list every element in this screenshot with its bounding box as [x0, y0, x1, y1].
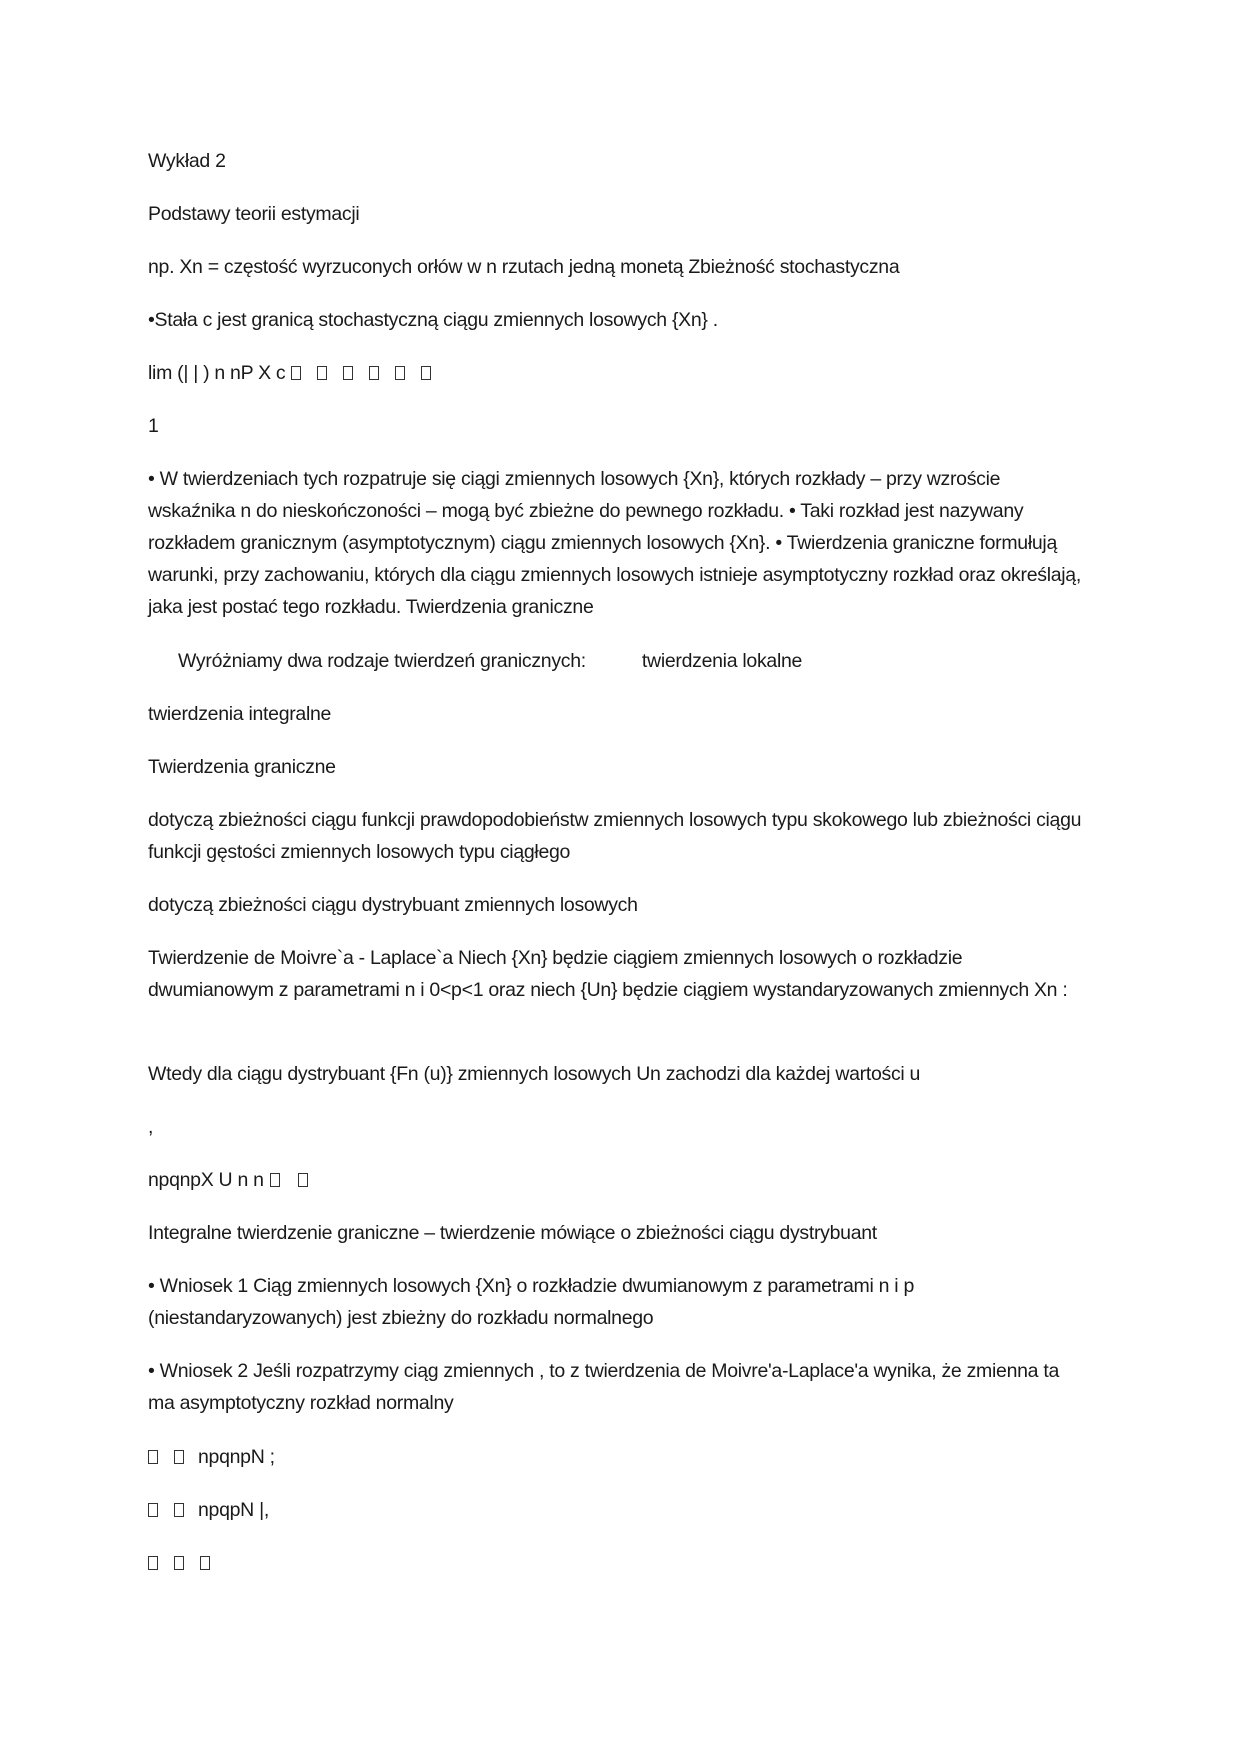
two-types-label: Wyróżniamy dwa rodzaje twierdzeń granicznych:: [178, 650, 586, 672]
lecture-heading: Wykład 2: [148, 150, 226, 172]
integral-description: dotyczą zbieżności ciągu dystrybuant zmiennych losowych: [148, 894, 638, 916]
missing-glyph-icon: [148, 1556, 158, 1570]
missing-glyph-icon: [298, 1173, 308, 1187]
paragraph-wniosek-2: • Wniosek 2 Jeśli rozpatrzymy ciąg zmiennych , to z twierdzenia de Moivre'a-Laplace'a wynika, że zmienna ta ma asymptotyczny rozkład normalny: [148, 1360, 1059, 1414]
integral-theorems-label: twierdzenia integralne: [148, 703, 332, 725]
local-theorems-label: twierdzenia lokalne: [641, 650, 803, 672]
limit-theorems-title: Twierdzenia graniczne: [148, 756, 336, 778]
formula-un: [148, 1164, 316, 1196]
missing-glyph-icon: [317, 366, 327, 380]
paragraph-moivre-laplace: Twierdzenie de Moivre`a - Laplace`a Niech {Xn} będzie ciągiem zmiennych losowych o rozkładzie dwumianowym z parametrami n i 0<p<1 oraz niech {Un} będzie ciągiem wystandaryzowanych zmiennych Xn :: [148, 947, 1068, 1001]
missing-glyph-icon: [174, 1503, 184, 1517]
formula-normal-1-text: npqnpN ;: [198, 1446, 275, 1468]
integral-theorem-line: Integralne twierdzenie graniczne – twierdzenie mówiące o zbieżności ciągu dystrybuant: [148, 1222, 877, 1244]
example-line: np. Xn = częstość wyrzuconych orłów w n rzutach jedną monetą Zbieżność stochastyczna: [148, 256, 900, 278]
missing-glyph-icon: [369, 366, 379, 380]
missing-glyph-icon: [270, 1173, 280, 1187]
missing-glyph-icon: [200, 1556, 210, 1570]
missing-glyph-icon: [395, 366, 405, 380]
formula-limit: [148, 357, 439, 389]
then-line: Wtedy dla ciągu dystrybuant {Fn (u)} zmiennych losowych Un zachodzi dla każdej wartości u: [148, 1063, 921, 1085]
formula-normal-2: [148, 1494, 269, 1526]
formula-un-text: npqnpX U n n: [148, 1169, 264, 1191]
missing-glyph-icon: [148, 1450, 158, 1464]
missing-glyph-icon: [343, 366, 353, 380]
paragraph-limit-theorems: • W twierdzeniach tych rozpatruje się ciągi zmiennych losowych {Xn}, których rozkłady – przy wzroście wskaźnika n do nieskończoności – mogą być zbieżne do pewnego rozkładu. • Taki rozkład jest nazywany rozkładem granicznym (asymptotycznym) ciągu zmiennych losowych {Xn}. • Twierdzenia graniczne formułują warunki, przy zachowaniu, których dla ciągu zmiennych losowych istnieje asymptotyczny rozkład oraz określają, jaka jest postać tego rozkładu. Twierdzenia graniczne: [148, 468, 1081, 618]
definition-line: •Stała c jest granicą stochastyczną ciągu zmiennych losowych {Xn} .: [148, 309, 718, 331]
missing-glyph-icon: [291, 366, 301, 380]
paragraph-wniosek-1: • Wniosek 1 Ciąg zmiennych losowych {Xn} o rozkładzie dwumianowym z parametrami n i p (niestandaryzowanych) jest zbieżny do rozkładu normalnego: [148, 1275, 914, 1329]
paragraph-local-description: dotyczą zbieżności ciągu funkcji prawdopodobieństw zmiennych losowych typu skokowego lub zbieżności ciągu funkcji gęstości zmiennych losowych typu ciągłego: [148, 809, 1082, 863]
missing-glyph-icon: [174, 1450, 184, 1464]
missing-glyph-icon: [421, 366, 431, 380]
formula-normal-2-text: npqpN |,: [198, 1499, 269, 1521]
formula-normal-1: [148, 1441, 275, 1473]
missing-glyph-icon: [174, 1556, 184, 1570]
lecture-subheading: Podstawy teorii estymacji: [148, 203, 360, 225]
two-types-line: [178, 645, 802, 677]
comma-line: ,: [148, 1116, 154, 1138]
formula-limit-text: lim (| | ) n nP X c: [148, 362, 286, 384]
missing-glyph-icon: [148, 1503, 158, 1517]
formula-one: 1: [148, 415, 159, 437]
formula-boxes: [148, 1547, 218, 1579]
